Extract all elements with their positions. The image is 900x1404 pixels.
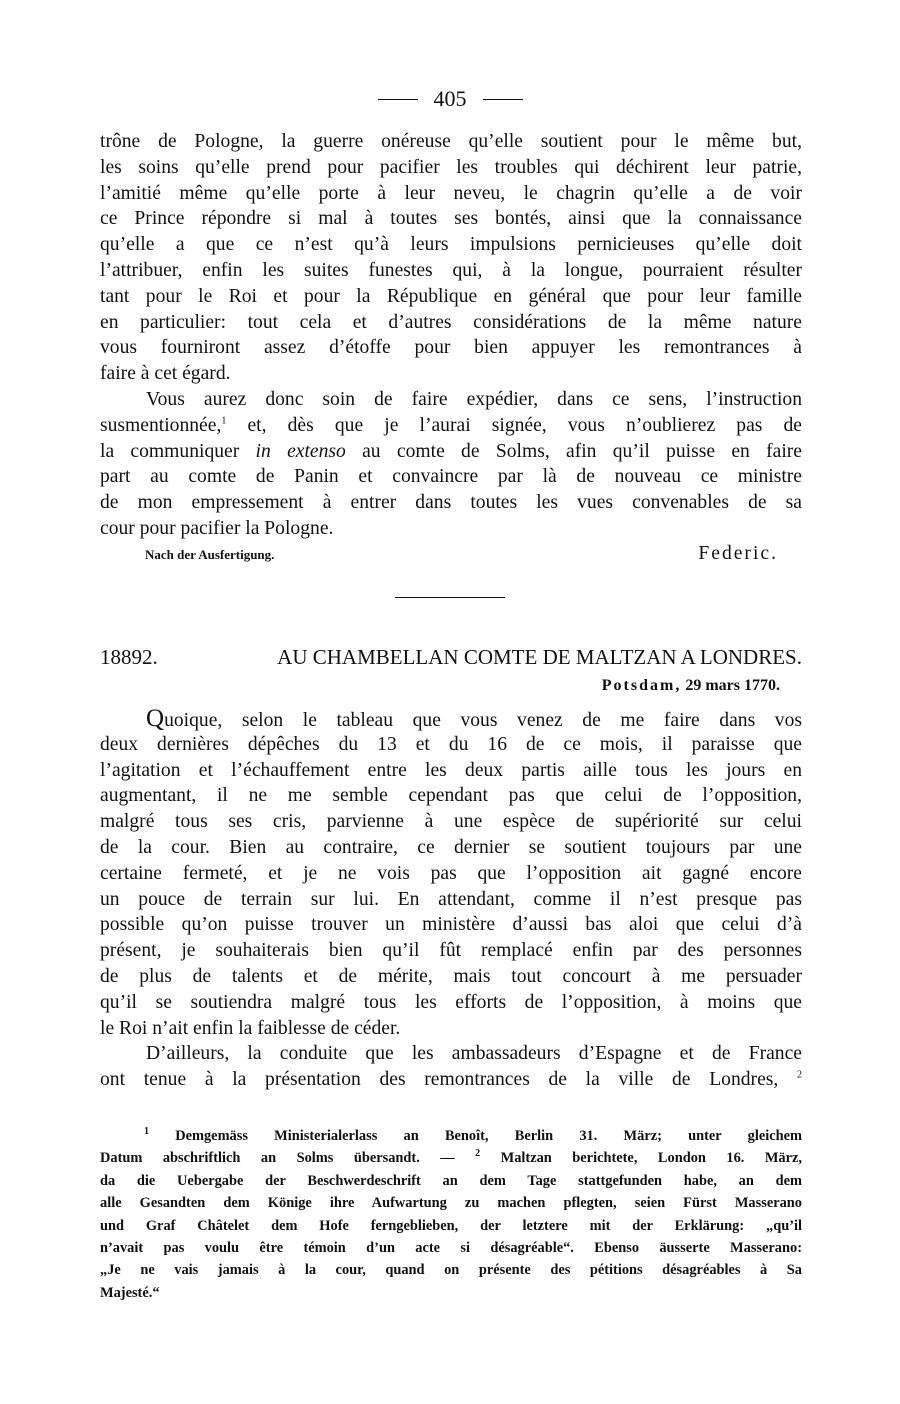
italic-phrase: in extenso [255, 440, 346, 462]
footnote-marker-2: 2 [475, 1148, 481, 1160]
letter-body [100, 706, 802, 1093]
source-note: Nach der Ausfertigung. [145, 547, 275, 562]
letter-place: Potsdam, [601, 677, 682, 694]
text-line: D’ailleurs, la conduite que les ambassadeurs d’Espagne et de France [146, 1043, 802, 1065]
text-line: de plus de talents et de mérite, mais tout concourt à me persuader [100, 965, 802, 987]
letter-number: 18892. [100, 645, 158, 669]
footnote-line: „Je ne vais jamais à la cour, quand on présente des pétitions désagréables à Sa [100, 1262, 802, 1279]
page-number: 405 [433, 86, 467, 111]
text-line: qu’il se soutiendra malgré tous les efforts de l’opposition, à moins que [100, 991, 802, 1013]
text-line: la communiquer in extenso au comte de Solms, afin qu’il puisse en faire [100, 440, 802, 462]
text-line: susmentionnée,$^1$ et, dès que je l’aurai signée, vous n’oublierez pas de [100, 414, 802, 436]
text-line: de la cour. Bien au contraire, ce dernier se soutient toujours par une [100, 836, 802, 858]
text-line: malgré tous ses cris, parvienne à une espèce de supériorité sur celui [100, 811, 802, 833]
initial-letter: Q [146, 705, 165, 732]
header-rule-right [483, 99, 523, 100]
text-line: trône de Pologne, la guerre onéreuse qu’elle soutient pour le même but, [100, 131, 802, 152]
footnote-line: alle Gesandten dem Könige ihre Aufwartung zu machen pflegten, seien Fürst Masserano [100, 1195, 802, 1212]
text-line: augmentant, il ne me semble cependant pas que celui de l’opposition, [100, 785, 802, 807]
footnote-line: $^1$ Demgemäss Ministerialerlass an Benoît, Berlin 31. März; unter gleichem [144, 1126, 802, 1144]
text-line: deux dernières dépêches du 13 et du 16 de ce mois, il paraisse que [100, 733, 802, 755]
letter-title: AU CHAMBELLAN COMTE DE MALTZAN A LONDRES. [277, 645, 802, 669]
footnotes [100, 1125, 802, 1304]
footnote-ref-2: 2 [796, 1069, 802, 1081]
text-line: possible qu’on puisse trouver un ministère d’aussi bas aloi que celui d’à [100, 914, 802, 936]
text-line: les soins qu’elle prend pour pacifier les troubles qui déchirent leur patrie, [100, 156, 802, 178]
text-line: l’amitié même qu’elle porte à leur neveu, le chagrin qu’elle a de voir [100, 182, 802, 204]
text-line: Quoique, selon le tableau que vous venez de me faire dans vos [146, 705, 802, 732]
text-line: faire à cet égard. [100, 363, 231, 385]
text-line: ce Prince répondre si mal à toutes ses bontés, ainsi que la connaissance [100, 208, 802, 230]
footnote-marker-1: 1 [144, 1126, 149, 1138]
footnote-line: Majesté.“ [100, 1284, 160, 1301]
section-divider [395, 597, 505, 598]
letter-continuation [100, 129, 802, 542]
text-line: ont tenue à la présentation des remontrances de la ville de Londres, $^2$ [100, 1069, 802, 1091]
footnote-line: n’avait pas voulu être témoin d’un acte si désagréable“. Ebenso äusserte Masserano: [100, 1239, 802, 1256]
text-line: de mon empressement à entrer dans toutes les vues convenables de sa [100, 492, 802, 514]
footnote-line: Datum abschriftlich an Solms übersandt. — $^2$ Maltzan berichtete, London 16. März, [100, 1148, 802, 1167]
footnote-line: und Graf Châtelet dem Hofe ferngeblieben, der letztere mit der Erklärung: „qu’il [100, 1217, 802, 1234]
text-line: un pouce de terrain sur lui. En attendant, comme il n’est presque pas [100, 888, 802, 910]
text-line: part au comte de Panin et convaincre par là de nouveau ce ministre [100, 466, 802, 488]
footnote-line: da die Uebergabe der Beschwerdeschrift an dem Tage stattgefunden habe, an dem [100, 1172, 802, 1189]
text-line: présent, je souhaiterais bien qu’il fût remplacé enfin par des personnes [100, 940, 802, 962]
text-line: certaine fermeté, et je ne vois pas que l’opposition ait gagné encore [100, 862, 802, 884]
text-line: l’agitation et l’échauffement entre les deux partis aille tous les jours en [100, 759, 802, 781]
closing-row [145, 543, 778, 565]
text-line: qu’elle a que ce n’est qu’à leurs impulsions pernicieuses qu’elle doit [100, 234, 802, 256]
text-line: l’attribuer, enfin les suites funestes qui, à la longue, pourraient résulter [100, 259, 802, 281]
text-line: tant pour le Roi et pour la République en général que pour leur famille [100, 285, 802, 307]
text-line: le Roi n’ait enfin la faiblesse de céder. [100, 1017, 401, 1039]
header-rule-left [378, 99, 418, 100]
letter-heading [100, 645, 802, 670]
place-date [602, 677, 780, 695]
footnote-ref-1: 1 [221, 415, 227, 427]
text-line: Vous aurez donc soin de faire expédier, dans ce sens, l’instruction [146, 388, 802, 410]
text-line: vous fourniront assez d’étoffe pour bien appuyer les remontrances à [100, 337, 802, 359]
letter-date: 29 mars 1770. [685, 677, 780, 694]
page-header [0, 86, 900, 112]
text-line: cour pour pacifier la Pologne. [100, 517, 334, 539]
text-line: en particulier: tout cela et d’autres considérations de la même nature [100, 311, 802, 333]
signature: Federic. [698, 543, 778, 564]
